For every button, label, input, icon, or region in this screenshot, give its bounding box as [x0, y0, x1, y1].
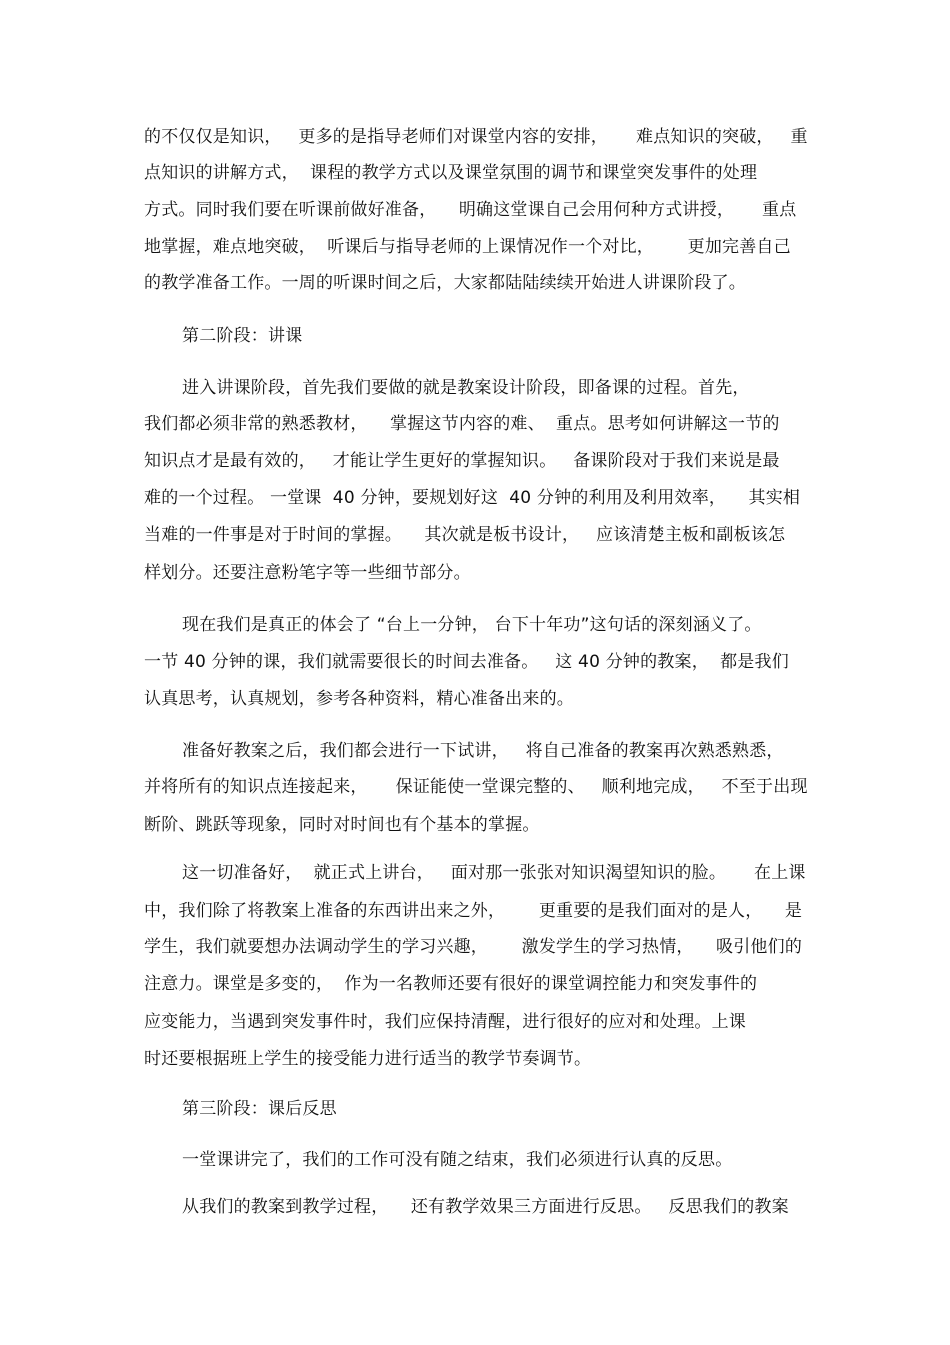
paragraph-5-line-2: 中，我们除了将教案上准备的东西讲出来之外， 更重要的是我们面对的是人， 是	[144, 901, 803, 921]
paragraph-4-line-3: 断阶、跳跃等现象，同时对时间也有个基本的掌握。	[144, 815, 540, 835]
paragraph-4-line-1: 准备好教案之后，我们都会进行一下试讲， 将自己准备的教案再次熟悉熟悉，	[182, 741, 784, 761]
paragraph-2-line-1: 进入讲课阶段，首先我们要做的就是教案设计阶段，即备课的过程。首先，	[182, 378, 750, 398]
section-heading-stage-2: 第二阶段：讲课	[182, 326, 303, 346]
paragraph-1-line-5: 的教学准备工作。一周的听课时间之后，大家都陆陆续续开始进人讲课阶段了。	[144, 273, 746, 293]
paragraph-3-line-2: 一节 40 分钟的课，我们就需要很长的时间去准备。 这 40 分钟的教案， 都是我们	[144, 652, 789, 672]
paragraph-6-line-1: 一堂课讲完了，我们的工作可没有随之结束，我们必须进行认真的反思。	[182, 1150, 733, 1170]
paragraph-1-line-1: 的不仅仅是知识， 更多的是指导老师们对课堂内容的安排， 难点知识的突破， 重	[144, 127, 808, 147]
paragraph-1-line-4: 地掌握，难点地突破， 听课后与指导老师的上课情况作一个对比， 更加完善自己	[144, 237, 791, 257]
paragraph-2-line-4: 难的一个过程。 一堂课 40 分钟，要规划好这 40 分钟的利用及利用效率， 其实相	[144, 488, 801, 508]
paragraph-2-line-5: 当难的一件事是对于时间的掌握。 其次就是板书设计， 应该清楚主板和副板该怎	[144, 525, 786, 545]
paragraph-7-line-1: 从我们的教案到教学过程， 还有教学效果三方面进行反思。 反思我们的教案	[182, 1197, 789, 1217]
paragraph-4-line-2: 并将所有的知识点连接起来， 保证能使一堂课完整的、 顺利地完成， 不至于出现	[144, 777, 808, 797]
paragraph-3-line-1: 现在我们是真正的体会了 “台上一分钟， 台下十年功”这句话的深刻涵义了。	[182, 615, 762, 635]
paragraph-3-line-3: 认真思考，认真规划，参考各种资料，精心准备出来的。	[144, 689, 574, 709]
paragraph-5-line-5: 应变能力，当遇到突发事件时，我们应保持清醒，进行很好的应对和处理。上课	[144, 1012, 746, 1032]
paragraph-5-line-3: 学生，我们就要想办法调动学生的学习兴趣， 激发学生的学习热情， 吸引他们的	[144, 937, 803, 957]
paragraph-1-line-2: 点知识的讲解方式， 课程的教学方式以及课堂氛围的调节和课堂突发事件的处理	[144, 163, 758, 183]
paragraph-5-line-4: 注意力。课堂是多变的， 作为一名教师还要有很好的课堂调控能力和突发事件的	[144, 974, 758, 994]
paragraph-1-line-3: 方式。同时我们要在听课前做好准备， 明确这堂课自己会用何种方式讲授， 重点	[144, 200, 797, 220]
paragraph-2-line-6: 样划分。还要注意粉笔字等一些细节部分。	[144, 563, 471, 583]
paragraph-5-line-6: 时还要根据班上学生的接受能力进行适当的教学节奏调节。	[144, 1049, 592, 1069]
paragraph-2-line-2: 我们都必须非常的熟悉教材， 掌握这节内容的难、 重点。思考如何讲解这一节的	[144, 414, 780, 434]
paragraph-2-line-3: 知识点才是最有效的， 才能让学生更好的掌握知识。 备课阶段对于我们来说是最	[144, 451, 780, 471]
paragraph-5-line-1: 这一切准备好， 就正式上讲台， 面对那一张张对知识渴望知识的脸。 在上课	[182, 863, 806, 883]
section-heading-stage-3: 第三阶段：课后反思	[182, 1099, 337, 1119]
